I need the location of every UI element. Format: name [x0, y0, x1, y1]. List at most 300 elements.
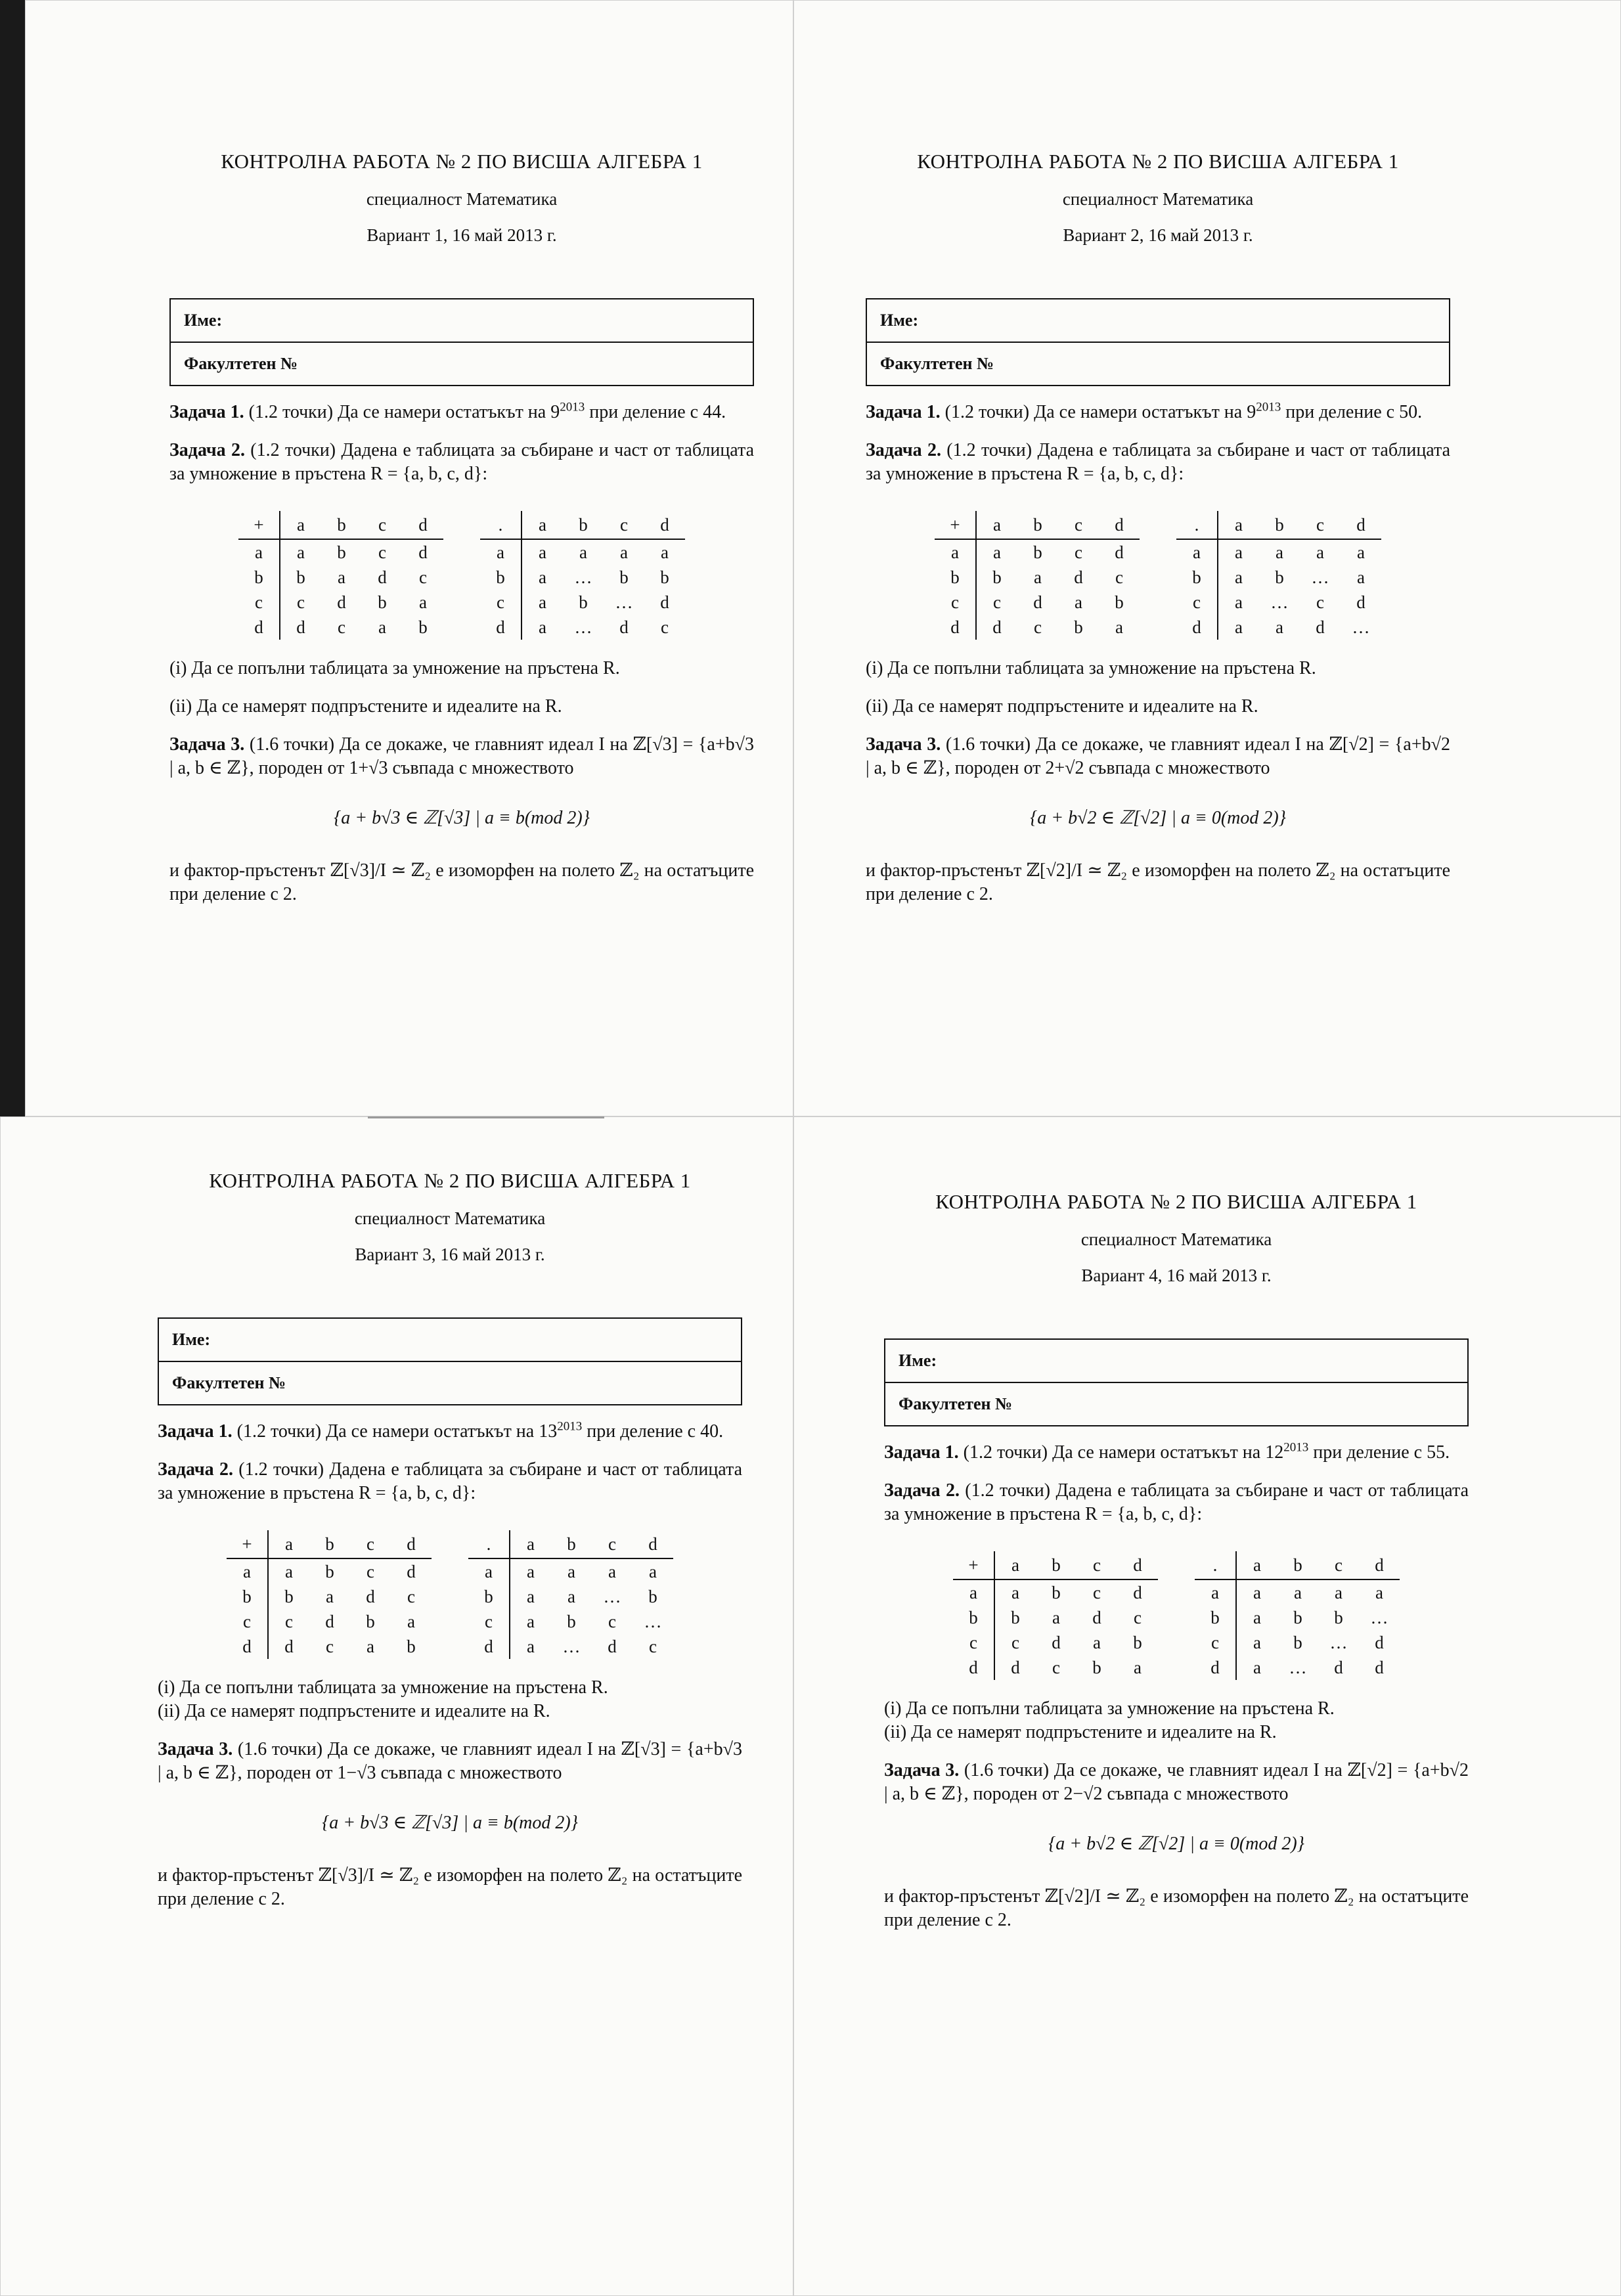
table-cell: b: [378, 592, 387, 612]
table-cell: b: [1275, 567, 1284, 587]
table-cell: a: [527, 1611, 535, 1631]
task-1-points: (1.2 точки): [944, 402, 1030, 422]
table-cell: c: [1300, 511, 1341, 539]
exam-title: КОНТРОЛНА РАБОТА № 2 ПО ВИСША АЛГЕБРА 1: [221, 150, 703, 173]
table-cell: b: [296, 567, 305, 587]
table-cell: a: [468, 1558, 510, 1584]
task-3-points: (1.6 точки): [964, 1760, 1050, 1780]
name-label: Име:: [880, 311, 919, 330]
table-cell: d: [992, 617, 1002, 637]
ring-tables: [884, 1551, 1469, 1680]
task-3: [158, 1738, 742, 1785]
task-2: [158, 1458, 742, 1505]
table-row: [468, 1584, 673, 1609]
table-cell: a: [1253, 1582, 1261, 1602]
table-cell: d: [660, 592, 669, 612]
table-row: [1176, 539, 1381, 565]
table-cell: c: [604, 511, 644, 539]
table-cell: a: [527, 1636, 535, 1656]
table-cell: c: [935, 590, 976, 615]
table-cell: d: [1011, 1657, 1020, 1677]
task-3-formula: {a + b√2 ∈ ℤ[√2] | a ≡ 0(mod 2)}: [1048, 1834, 1304, 1854]
table-cell: .: [1195, 1551, 1236, 1579]
table-cell: …: [562, 1636, 581, 1656]
table-cell: a: [378, 617, 386, 637]
table-row: [1195, 1551, 1400, 1579]
table-cell: a: [1176, 539, 1218, 565]
task-3-label: Задача 3.: [866, 734, 941, 755]
table-cell: c: [297, 592, 305, 612]
task-2-points: (1.2 точки): [946, 440, 1033, 460]
task-2-text: Дадена е таблицата за събиране и част от таблицата за умножение в пръстена R = {a, b, c, d}:: [884, 1480, 1469, 1524]
table-cell: d: [1375, 1632, 1384, 1652]
table-cell: b: [227, 1584, 268, 1609]
table-row: [238, 565, 443, 590]
exam-subtitle: специалност Математика: [1062, 189, 1254, 209]
task-1-label: Задача 1.: [884, 1442, 959, 1463]
table-cell: a: [1357, 567, 1365, 587]
table-cell: a: [522, 511, 563, 539]
task-3-conclusion: и фактор-пръстенът ℤ[√2]/I ≃ ℤ₂ е изоморфен на полето ℤ₂ на остатъците при деление с 2.: [866, 860, 1450, 904]
table-cell: …: [603, 1586, 621, 1606]
table-cell: a: [994, 1551, 1036, 1579]
table-cell: a: [1276, 617, 1283, 637]
task-2: [884, 1479, 1469, 1526]
task-3-points: (1.6 точки): [237, 1739, 323, 1759]
table-cell: c: [1075, 542, 1082, 562]
table-cell: d: [1092, 1607, 1101, 1627]
table-row: [227, 1584, 432, 1609]
table-cell: c: [1115, 567, 1123, 587]
task-3-text: Да се докаже, че главният идеал I на ℤ[√2] = {a+b√2 | a, b ∈ ℤ}, породен от 2+√2 съвпада с множеството: [866, 734, 1451, 778]
table-row: [480, 539, 685, 565]
table-cell: …: [1270, 592, 1289, 612]
task-1-label: Задача 1.: [158, 1421, 233, 1442]
table-cell: c: [592, 1530, 633, 1558]
table-cell: b: [366, 1611, 375, 1631]
table-row: [238, 590, 443, 615]
table-cell: a: [510, 1530, 551, 1558]
table-cell: b: [1195, 1605, 1236, 1630]
table-cell: d: [403, 511, 443, 539]
table-cell: …: [1352, 617, 1370, 637]
task-2-item-i: (i) Да се попълни таблицата за умножение на пръстена R.: [866, 658, 1316, 678]
table-row: [1176, 565, 1381, 590]
table-cell: a: [1235, 542, 1243, 562]
student-id-box: [169, 298, 754, 386]
task-2-points: (1.2 точки): [965, 1480, 1051, 1501]
exam-subtitle: специалност Математика: [366, 189, 558, 209]
task-2-item-i: (i) Да се попълни таблицата за умножение на пръстена R.: [158, 1677, 608, 1698]
table-cell: a: [527, 1561, 535, 1581]
addition-table: [935, 511, 1140, 640]
table-cell: b: [1074, 617, 1083, 637]
table-cell: …: [574, 617, 592, 637]
table-cell: a: [1034, 567, 1042, 587]
table-cell: a: [608, 1561, 616, 1581]
table-cell: c: [608, 1611, 616, 1631]
task-1: [158, 1420, 742, 1444]
table-cell: d: [378, 567, 387, 587]
table-cell: a: [1134, 1657, 1142, 1677]
table-cell: a: [1357, 542, 1365, 562]
table-cell: a: [661, 542, 669, 562]
task-2: [169, 439, 754, 486]
task-1-divisor: при деление с 44.: [589, 402, 726, 422]
exam-subtitle: специалност Математика: [354, 1208, 546, 1228]
exam-subtitle: специалност Математика: [1080, 1229, 1272, 1249]
faculty-number-label: Факултетен №: [172, 1373, 286, 1392]
table-cell: b: [660, 567, 669, 587]
table-row: [480, 565, 685, 590]
task-1-exponent: 2013: [557, 1419, 583, 1434]
task-1: [884, 1441, 1469, 1465]
table-cell: d: [407, 1561, 416, 1581]
faculty-number-field[interactable]: [171, 342, 753, 385]
table-cell: a: [227, 1558, 268, 1584]
table-cell: a: [238, 539, 280, 565]
table-cell: d: [391, 1530, 432, 1558]
table-cell: c: [1316, 592, 1324, 612]
task-1-exponent: 2013: [560, 400, 585, 414]
table-cell: +: [935, 511, 976, 539]
table-cell: b: [480, 565, 522, 590]
fold-line: [368, 1116, 604, 1118]
multiplication-table: [480, 511, 685, 640]
table-row: [1195, 1655, 1400, 1680]
table-cell: c: [468, 1609, 510, 1634]
name-field[interactable]: [867, 299, 1449, 342]
table-cell: a: [1011, 1582, 1019, 1602]
table-cell: b: [418, 617, 428, 637]
faculty-number-label: Факултетен №: [899, 1394, 1013, 1413]
table-cell: c: [1176, 590, 1218, 615]
table-cell: d: [1052, 1632, 1061, 1652]
faculty-number-field[interactable]: [159, 1361, 741, 1404]
table-row: [468, 1558, 673, 1584]
multiplication-table: [1195, 1551, 1400, 1680]
table-row: [227, 1558, 432, 1584]
table-cell: b: [567, 1611, 576, 1631]
table-cell: b: [579, 592, 588, 612]
variant-date: Вариант 4, 16 май 2013 г.: [1081, 1266, 1272, 1285]
task-2-points: (1.2 точки): [238, 1459, 324, 1480]
table-cell: a: [480, 539, 522, 565]
task-3-conclusion: и фактор-пръстенът ℤ[√2]/I ≃ ℤ₂ е изоморфен на полето ℤ₂ на остатъците при деление с 2.: [884, 1886, 1469, 1930]
table-cell: d: [1074, 567, 1083, 587]
table-cell: b: [1036, 1551, 1077, 1579]
table-cell: d: [1117, 1551, 1158, 1579]
table-row: [953, 1605, 1158, 1630]
table-cell: d: [1115, 542, 1124, 562]
table-cell: d: [608, 1636, 617, 1656]
table-cell: d: [238, 615, 280, 640]
table-row: [1195, 1605, 1400, 1630]
table-cell: d: [633, 1530, 673, 1558]
table-cell: a: [649, 1561, 657, 1581]
table-cell: a: [326, 1586, 334, 1606]
table-cell: a: [1235, 592, 1243, 612]
table-cell: a: [539, 592, 546, 612]
table-cell: …: [1311, 567, 1329, 587]
task-1-points: (1.2 точки): [248, 402, 334, 422]
task-3-formula: {a + b√3 ∈ ℤ[√3] | a ≡ b(mod 2)}: [322, 1813, 578, 1833]
table-cell: b: [309, 1530, 350, 1558]
table-cell: a: [285, 1561, 293, 1581]
task-3-text: Да се докаже, че главният идеал I на ℤ[√2] = {a+b√2 | a, b ∈ ℤ}, породен от 2−√2 съвпада с множеството: [884, 1760, 1469, 1804]
task-1-text: Да се намери остатъкът на 9: [338, 402, 560, 422]
addition-table: [238, 511, 443, 640]
task-1-label: Задача 1.: [169, 402, 244, 422]
table-cell: d: [953, 1655, 994, 1680]
table-cell: d: [1176, 615, 1218, 640]
table-cell: …: [1329, 1632, 1348, 1652]
faculty-number-field[interactable]: [867, 342, 1449, 385]
task-1-divisor: при деление с 40.: [587, 1421, 724, 1442]
task-3-conclusion: и фактор-пръстенът ℤ[√3]/I ≃ ℤ₂ е изоморфен на полето ℤ₂ на остатъците при деление с 2.: [169, 860, 754, 904]
multiplication-table: [1176, 511, 1381, 640]
table-cell: …: [574, 567, 592, 587]
table-cell: d: [1334, 1657, 1343, 1677]
table-cell: d: [644, 511, 685, 539]
table-cell: a: [567, 1586, 575, 1606]
table-cell: c: [649, 1636, 657, 1656]
table-cell: a: [297, 542, 305, 562]
task-2-label: Задача 2.: [884, 1480, 960, 1501]
table-cell: a: [993, 542, 1001, 562]
table-cell: a: [1335, 1582, 1343, 1602]
table-row: [1176, 615, 1381, 640]
table-cell: c: [1052, 1657, 1060, 1677]
table-cell: b: [1293, 1607, 1302, 1627]
table-row: [238, 539, 443, 565]
exam-title: КОНТРОЛНА РАБОТА № 2 ПО ВИСША АЛГЕБРА 1: [917, 150, 1399, 173]
table-cell: a: [1093, 1632, 1101, 1652]
table-cell: .: [468, 1530, 510, 1558]
table-cell: c: [378, 542, 386, 562]
table-row: [1176, 511, 1381, 539]
table-row: [227, 1530, 432, 1558]
student-id-box: [884, 1338, 1469, 1426]
ring-tables: [158, 1530, 742, 1659]
variant-date: Вариант 2, 16 май 2013 г.: [1063, 225, 1253, 245]
table-cell: b: [337, 542, 346, 562]
task-3-label: Задача 3.: [169, 734, 245, 755]
table-cell: +: [953, 1551, 994, 1579]
table-row: [953, 1579, 1158, 1605]
table-cell: a: [1195, 1579, 1236, 1605]
table-cell: b: [935, 565, 976, 590]
name-field[interactable]: [171, 299, 753, 342]
table-cell: c: [419, 567, 427, 587]
task-2-label: Задача 2.: [169, 440, 245, 460]
table-cell: c: [1034, 617, 1042, 637]
table-cell: d: [1356, 592, 1366, 612]
task-1-text: Да се намери остатъкът на 12: [1052, 1442, 1284, 1463]
table-cell: b: [1017, 511, 1058, 539]
table-cell: c: [661, 617, 669, 637]
table-cell: a: [539, 617, 546, 637]
table-cell: b: [648, 1586, 657, 1606]
table-cell: d: [480, 615, 522, 640]
student-id-box: [158, 1317, 742, 1405]
table-cell: b: [992, 567, 1002, 587]
table-row: [480, 615, 685, 640]
table-row: [227, 1609, 432, 1634]
table-row: [935, 511, 1140, 539]
table-cell: b: [1033, 542, 1042, 562]
table-cell: b: [563, 511, 604, 539]
table-row: [935, 615, 1140, 640]
table-cell: c: [1134, 1607, 1142, 1627]
table-cell: +: [238, 511, 280, 539]
table-cell: c: [480, 590, 522, 615]
name-field[interactable]: [159, 1319, 741, 1361]
table-cell: b: [551, 1530, 592, 1558]
table-cell: a: [953, 1579, 994, 1605]
table-cell: b: [238, 565, 280, 590]
table-cell: a: [407, 1611, 415, 1631]
task-3-formula: {a + b√3 ∈ ℤ[√3] | a ≡ b(mod 2)}: [334, 808, 590, 828]
ring-tables: [866, 511, 1450, 640]
table-cell: d: [1099, 511, 1140, 539]
table-cell: .: [480, 511, 522, 539]
table-cell: a: [579, 542, 587, 562]
table-cell: d: [468, 1634, 510, 1659]
table-cell: c: [1011, 1632, 1019, 1652]
addition-table: [953, 1551, 1158, 1680]
task-2-points: (1.2 точки): [250, 440, 336, 460]
faculty-number-field[interactable]: [885, 1382, 1467, 1425]
table-cell: a: [527, 1586, 535, 1606]
table-row: [935, 565, 1140, 590]
name-label: Име:: [899, 1351, 937, 1370]
table-cell: c: [285, 1611, 293, 1631]
table-cell: a: [1276, 542, 1283, 562]
table-cell: a: [1294, 1582, 1302, 1602]
variant-date: Вариант 3, 16 май 2013 г.: [355, 1245, 545, 1264]
table-cell: b: [1293, 1632, 1302, 1652]
table-cell: …: [1370, 1607, 1388, 1627]
table-cell: d: [227, 1634, 268, 1659]
table-cell: c: [1318, 1551, 1359, 1579]
table-cell: d: [418, 542, 428, 562]
table-cell: a: [1253, 1657, 1261, 1677]
task-2-item-ii: (ii) Да се намерят подпръстените и идеалите на R.: [169, 696, 562, 717]
task-2-label: Задача 2.: [158, 1459, 233, 1480]
table-row: [227, 1634, 432, 1659]
table-row: [935, 590, 1140, 615]
task-3-label: Задача 3.: [158, 1739, 233, 1759]
table-cell: b: [953, 1605, 994, 1630]
table-cell: a: [366, 1636, 374, 1656]
table-cell: c: [238, 590, 280, 615]
table-cell: a: [620, 542, 628, 562]
table-cell: b: [1011, 1607, 1020, 1627]
table-cell: d: [1359, 1551, 1400, 1579]
table-cell: b: [1176, 565, 1218, 590]
table-cell: c: [227, 1609, 268, 1634]
task-1: [866, 401, 1450, 424]
table-cell: a: [567, 1561, 575, 1581]
table-cell: d: [325, 1611, 334, 1631]
table-cell: b: [1133, 1632, 1142, 1652]
task-2-text: Дадена е таблицата за събиране и част от таблицата за умножение в пръстена R = {a, b, c, d}:: [158, 1459, 743, 1503]
table-cell: b: [321, 511, 362, 539]
task-3-conclusion: и фактор-пръстенът ℤ[√3]/I ≃ ℤ₂ е изоморфен на полето ℤ₂ на остатъците при деление с 2.: [158, 1865, 742, 1909]
table-cell: d: [337, 592, 346, 612]
name-field[interactable]: [885, 1340, 1467, 1382]
table-cell: a: [419, 592, 427, 612]
table-cell: b: [1334, 1607, 1343, 1627]
table-cell: d: [1375, 1657, 1384, 1677]
name-label: Име:: [184, 311, 223, 330]
table-cell: d: [1133, 1582, 1142, 1602]
exam-variant-2: [866, 150, 1450, 906]
table-cell: a: [1075, 592, 1082, 612]
variant-date: Вариант 1, 16 май 2013 г.: [366, 225, 557, 245]
table-row: [953, 1655, 1158, 1680]
table-cell: d: [935, 615, 976, 640]
table-cell: a: [935, 539, 976, 565]
task-3: [169, 733, 754, 780]
table-row: [953, 1551, 1158, 1579]
addition-table: [227, 1530, 432, 1659]
table-cell: b: [1092, 1657, 1101, 1677]
table-row: [468, 1609, 673, 1634]
table-cell: …: [1289, 1657, 1307, 1677]
task-2-text: Дадена е таблицата за събиране и част от таблицата за умножение в пръстена R = {a, b, c, d}:: [169, 440, 755, 484]
table-cell: c: [993, 592, 1001, 612]
table-cell: a: [976, 511, 1017, 539]
table-row: [238, 615, 443, 640]
table-row: [480, 511, 685, 539]
task-2-item-ii: (ii) Да се намерят подпръстените и идеалите на R.: [884, 1722, 1277, 1742]
table-cell: a: [1236, 1551, 1277, 1579]
table-cell: c: [407, 1586, 415, 1606]
table-cell: a: [280, 511, 321, 539]
table-cell: b: [1115, 592, 1124, 612]
task-1: [169, 401, 754, 424]
table-cell: a: [338, 567, 345, 587]
task-3-formula: {a + b√2 ∈ ℤ[√2] | a ≡ 0(mod 2)}: [1030, 808, 1286, 828]
table-cell: d: [1033, 592, 1042, 612]
task-2-text: Дадена е таблицата за събиране и част от таблицата за умножение в пръстена R = {a, b, c, d}:: [866, 440, 1451, 484]
table-cell: b: [284, 1586, 294, 1606]
table-row: [480, 590, 685, 615]
task-3-points: (1.6 точки): [249, 734, 335, 755]
table-row: [468, 1634, 673, 1659]
table-cell: a: [539, 542, 546, 562]
table-cell: b: [1052, 1582, 1061, 1602]
table-row: [1195, 1579, 1400, 1605]
table-row: [953, 1630, 1158, 1655]
table-cell: b: [468, 1584, 510, 1609]
table-cell: d: [1195, 1655, 1236, 1680]
table-cell: d: [284, 1636, 294, 1656]
task-2-item-i: (i) Да се попълни таблицата за умножение на пръстена R.: [169, 658, 620, 678]
table-cell: a: [1375, 1582, 1383, 1602]
exam-variant-1: [169, 150, 754, 906]
task-1-label: Задача 1.: [866, 402, 941, 422]
multiplication-table: [468, 1530, 673, 1659]
task-1-text: Да се намери остатъкът на 9: [1034, 402, 1256, 422]
task-1-exponent: 2013: [1256, 400, 1281, 414]
table-cell: a: [1253, 1632, 1261, 1652]
table-row: [1195, 1630, 1400, 1655]
table-cell: a: [539, 567, 546, 587]
name-label: Име:: [172, 1330, 211, 1349]
